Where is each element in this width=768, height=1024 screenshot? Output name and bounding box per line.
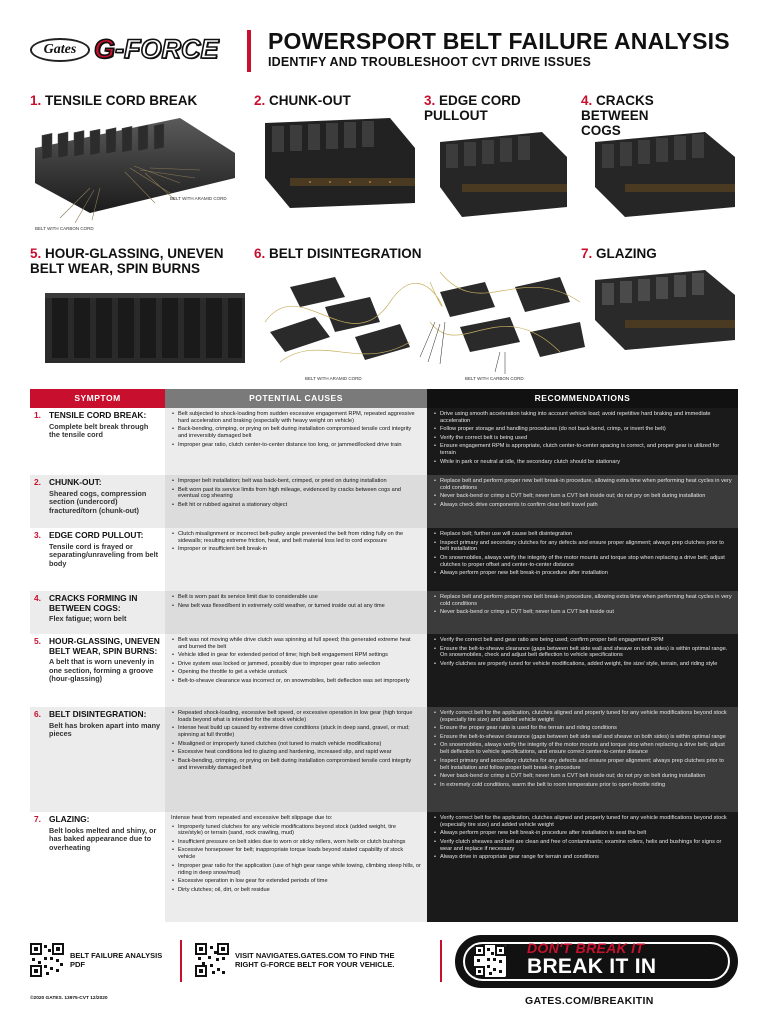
cause-item: • Excessive horsepower for belt; inappropriate torque loads beyond stated capability of stock vehicle: [171, 847, 421, 861]
cause-item: • Belt hit or rubbed against a stationary object: [171, 502, 421, 509]
break-it-in-text: BREAK IT IN: [527, 955, 657, 978]
rec-item: • Verify clutches are properly tuned for vehicle modifications, added weight, tire size/ style, terrain, and riding style: [433, 661, 732, 668]
table-row-1: [30, 408, 738, 475]
symptom-title: TENSILE CORD BREAK:: [49, 410, 147, 420]
recommendations-cell: [427, 591, 738, 634]
symptom-cell: 3. EDGE CORD PULLOUT: Tensile cord is frayed or separating/unraveling from belt body: [30, 528, 165, 591]
gates-logo: Gates: [30, 38, 90, 62]
causes-cell: [165, 634, 427, 707]
failure-title-3: 3. EDGE CORD PULLOUT: [424, 93, 521, 123]
symptom-title: HOUR-GLASSING, UNEVEN BELT WEAR, SPIN BURNS:: [49, 636, 160, 656]
cause-item: • Belt was not moving while drive clutch was spinning at full speed; this generated extreme heat and burned the belt: [171, 637, 421, 651]
causes-cell: [165, 812, 427, 922]
rec-item: • Replace belt and perform proper new belt break-in procedure, allowing extra time when performing heat cycles in very cold conditions: [433, 594, 732, 608]
chunk-out-image: [250, 108, 420, 218]
symptom-cell: 7. GLAZING: Belt looks melted and shiny, or has baked appearance due to overheating: [30, 812, 165, 922]
recommendations-cell: [427, 812, 738, 922]
rec-item: • Never back-bend or crimp a CVT belt; never turn a CVT belt inside out: [433, 609, 732, 616]
belt-disintegration-image: [260, 262, 590, 384]
breakitin-url-link[interactable]: GATES.COM/BREAKITIN: [525, 995, 654, 1007]
symptom-desc: Flex fatigue; worn belt: [49, 614, 127, 623]
header-symptom: SYMPTOM: [30, 389, 165, 408]
rec-item: • Ensure engagement RPM is appropriate, clutch center-to-center spacing is correct, and proper gear is utilized for terrain: [433, 443, 732, 457]
symptom-title: BELT DISINTEGRATION:: [49, 709, 147, 719]
table-row-2: [30, 475, 738, 528]
cause-item: • Back-bending, crimping, or prying on belt during installation compromised tensile cord integrity and irreversibly damaged belt: [171, 426, 421, 440]
cause-item: • Vehicle idled in gear for extended period of time; high belt engagement RPM settings: [171, 652, 421, 659]
glazing-image: [590, 265, 740, 350]
rec-item: • Always perform proper new belt break-in procedure after installation: [433, 570, 732, 577]
rec-item: • Inspect primary and secondary clutches for any defects and ensure proper alignment; always prep clutches prior to belt installation: [433, 540, 732, 554]
cause-item: • Intense heat build up caused by extreme drive conditions (stuck in deep sand, gravel, or mud; spinning at full throttle): [171, 725, 421, 739]
rec-item: • Inspect primary and secondary clutches for any defects and ensure proper alignment; always prep clutches prior to belt installation and follow proper belt break-in procedure: [433, 758, 732, 772]
cause-item: • Improper belt installation; belt was back-bent, crimped, or pried on during installation: [171, 478, 421, 485]
recommendations-cell: [427, 408, 738, 475]
cause-item: • Belt is worn past its service limit due to considerable use: [171, 594, 421, 601]
footer-divider-1: [180, 940, 182, 982]
recommendations-cell: [427, 475, 738, 528]
page-title: POWERSPORT BELT FAILURE ANALYSIS: [268, 28, 730, 54]
rec-item: • Verify the correct belt and gear ratio are being used; confirm proper belt engagement RPM: [433, 637, 732, 644]
cause-item: • Repeated shock-loading, excessive belt speed, or excessive operation in low gear (high torque loads beyond what is intended for the stock vehicle): [171, 710, 421, 724]
table-row-6: [30, 707, 738, 812]
rec-item: • Replace belt; further use will cause belt disintegration: [433, 531, 732, 538]
qr-code-breakitin-icon[interactable]: [474, 945, 506, 977]
symptom-title: GLAZING:: [49, 814, 90, 824]
caption-carbon-1: BELT WITH CARBON CORD: [35, 226, 94, 231]
cause-item: • Excessive heat conditions led to glazing and hardening, increased slip, and rapid wear: [171, 749, 421, 756]
pdf-label: BELT FAILURE ANALYSIS PDF: [70, 951, 163, 969]
rec-item: • In extremely cold conditions, warm the belt to room temperature prior to open-throttle riding: [433, 782, 732, 789]
cause-item: • Excessive operation in low gear for extended periods of time: [171, 878, 421, 885]
cause-item: • Improper or insufficient belt break-in: [171, 546, 421, 553]
rec-item: • While in park or neutral at idle, the secondary clutch should be stationary: [433, 459, 732, 466]
symptom-cell: 5. HOUR-GLASSING, UNEVEN BELT WEAR, SPIN BURNS: A belt that is worn unevenly in one section, forming a groove (hour-glassing): [30, 634, 165, 707]
table-row-7: [30, 812, 738, 922]
edge-cord-pullout-image: [432, 122, 572, 222]
footer-divider-2: [440, 940, 442, 982]
rec-item: • Always drive in appropriate gear range for terrain and conditions: [433, 854, 732, 861]
rec-item: • Verify clutch sheaves and belt are clean and free of contaminants; examine rollers, helix and bushings for signs or wear and replace if necessary: [433, 839, 732, 853]
causes-cell: [165, 707, 427, 812]
header-divider: [247, 30, 251, 72]
rec-item: • Drive using smooth acceleration taking into account vehicle load; avoid repetitive hard braking and immediate acceleration: [433, 411, 732, 425]
symptom-cell: 6. BELT DISINTEGRATION: Belt has broken apart into many pieces: [30, 707, 165, 812]
header-causes: POTENTIAL CAUSES: [165, 389, 427, 408]
symptom-desc: Sheared cogs, compression section (undercord) fractured/torn (chunk-out): [49, 488, 147, 515]
rec-item: • Replace belt and perform proper new belt break-in procedure, allowing extra time when performing heat cycles in very cold conditions: [433, 478, 732, 492]
g-force-logo: [94, 34, 219, 65]
causes-cell: [165, 408, 427, 475]
symptom-cell: 2. CHUNK-OUT: Sheared cogs, compression section (undercord) fractured/torn (chunk-out): [30, 475, 165, 528]
cause-item: • Misaligned or improperly tuned clutches (not tuned to match vehicle modifications): [171, 741, 421, 748]
rec-item: • Always perform proper new belt break-in procedure after installation to seat the belt: [433, 830, 732, 837]
symptom-desc: A belt that is worn unevenly in one section, forming a groove (hour-glassing): [49, 657, 155, 684]
table-row-5: [30, 634, 738, 707]
g-force-logo-g: G: [94, 34, 116, 64]
rec-item: • On snowmobiles, always verify the integrity of the motor mounts and torque stop when replacing a drive belt; adjust belt deflection to vehicle specifications, and ensure correct center-to-center distance: [433, 742, 732, 756]
cause-item: • New belt was flexed/bent in extremely cold weather, or turned inside out at any time: [171, 603, 421, 610]
recommendations-cell: [427, 528, 738, 591]
rec-item: • On snowmobiles, always verify the integrity of the motor mounts and torque stop when replacing a drive belt; adjust clutches to proper offset and center-to-center distance: [433, 555, 732, 569]
g-force-logo-text: -FORCE: [115, 34, 219, 64]
caption-carbon-6: BELT WITH CARBON CORD: [465, 376, 524, 381]
cause-item: • Improper gear ratio for the application (use of high gear range while towing, climbing steep hills, or riding in deep snow/mud): [171, 863, 421, 877]
failure-title-1: 1. TENSILE CORD BREAK: [30, 93, 198, 108]
tensile-cord-break-image: [30, 108, 240, 233]
caption-aramid-6: BELT WITH ARAMID CORD: [305, 376, 362, 381]
dont-break-it-text: DON'T BREAK IT: [527, 940, 645, 956]
symptom-desc: Complete belt break through the tensile cord: [49, 421, 149, 440]
rec-item: • Follow proper storage and handling procedures (do not back-bend, crimp, or invert the belt): [433, 426, 732, 433]
cause-item: • Improper gear ratio, clutch center-to-center distance too long, or jammed/locked drive train: [171, 442, 421, 449]
table-row-4: [30, 591, 738, 634]
causes-intro: Intense heat from repeated and excessive belt slippage due to:: [171, 815, 333, 821]
cause-item: • Back-bending, crimping, or prying on belt during installation compromised tensile cord integrity and irreversibly damaged belt: [171, 758, 421, 772]
cracks-between-cogs-image: [590, 122, 740, 222]
recommendations-cell: [427, 634, 738, 707]
symptom-title: CHUNK-OUT:: [49, 477, 102, 487]
rec-item: • Never back-bend or crimp a CVT belt; never turn a CVT belt inside out; do not pry on belt during installation: [433, 773, 732, 780]
symptom-cell: 4. CRACKS FORMING IN BETWEEN COGS: Flex fatigue; worn belt: [30, 591, 165, 634]
visit-text: VISIT NAVIGATES.GATES.COM TO FIND THE RIGHT G-FORCE BELT FOR YOUR VEHICLE.: [235, 951, 395, 969]
qr-code-navigates-icon[interactable]: [195, 943, 229, 977]
failure-title-5: 5. HOUR-GLASSING, UNEVEN BELT WEAR, SPIN BURNS: [30, 246, 224, 276]
cause-item: • Opening the throttle to get a vehicle unstuck: [171, 669, 421, 676]
symptom-desc: Belt has broken apart into many pieces: [49, 720, 161, 739]
causes-cell: [165, 528, 427, 591]
table-row-3: [30, 528, 738, 591]
cause-item: • Belt-to-sheave clearance was incorrect or, on snowmobiles, belt deflection was set improperly: [171, 678, 421, 685]
rec-item: • Verify correct belt for the application, clutches aligned and properly tuned for any vehicle modifications beyond stock (especially tire size) and added vehicle weight: [433, 710, 732, 724]
causes-cell: [165, 475, 427, 528]
symptom-desc: Tensile cord is frayed or separating/unraveling from belt body: [49, 541, 159, 568]
page-subtitle: IDENTIFY AND TROUBLESHOOT CVT DRIVE ISSUES: [268, 55, 592, 69]
symptom-cell: 1. TENSILE CORD BREAK: Complete belt break through the tensile cord: [30, 408, 165, 475]
header-recommendations: RECOMMENDATIONS: [427, 389, 738, 408]
rec-item: • Verify correct belt for the application, clutches aligned and properly tuned for any vehicle modifications beyond stock (especially tire size) and added vehicle weight: [433, 815, 732, 829]
failure-title-6: 6. BELT DISINTEGRATION: [254, 246, 422, 261]
rec-item: • Ensure the belt-to-sheave clearance (gaps between belt side wall and sheave on both sides) is within optimal range: [433, 734, 732, 741]
cause-item: • Belt subjected to shock-loading from sudden excessive engagement RPM, repeated aggressive hard acceleration and braking (especially with heavy weight on vehicle): [171, 411, 421, 425]
failure-title-2: 2. CHUNK-OUT: [254, 93, 351, 108]
cause-item: • Clutch misalignment or incorrect belt-pulley angle prevented the belt from riding fully on the sidewalls; resulting extreme friction, heat, and belt material loss led to cord exposure: [171, 531, 421, 545]
rec-item: • Verify the correct belt is being used: [433, 435, 732, 442]
causes-cell: [165, 591, 427, 634]
cause-item: • Improperly tuned clutches for any vehicle modifications beyond stock (added weight, tire size/style) or terrain (sand, rock crawling, mud): [171, 824, 421, 838]
cause-item: • Belt worn past its service limits from high mileage, evidenced by cracks between cogs and eventual cog shearing: [171, 487, 421, 501]
rec-item: • Never back-bend or crimp a CVT belt; never turn a CVT belt inside out; do not pry on belt during installation: [433, 493, 732, 500]
symptom-title: CRACKS FORMING IN BETWEEN COGS:: [49, 593, 138, 613]
rec-item: • Ensure the belt-to-sheave clearance (gaps between belt side wall and sheave on both sides) is within optimal range. On snowmobiles, check and adjust belt deflection to vehicle specifications: [433, 646, 732, 660]
caption-aramid-1: BELT WITH ARAMID CORD: [170, 196, 227, 201]
cause-item: • Dirty clutches; oil, dirt, or belt residue: [171, 887, 421, 894]
hour-glassing-image: [40, 288, 250, 370]
copyright-text: ©2020 GATES. 13975-CVT 12/2020: [30, 996, 108, 1001]
qr-code-pdf-icon[interactable]: [30, 943, 64, 977]
failure-title-4: 4. CRACKS BETWEEN COGS: [581, 93, 654, 138]
failure-title-7: 7. GLAZING: [581, 246, 657, 261]
cause-item: • Drive system was locked or jammed, possibly due to improper gear ratio selection: [171, 661, 421, 668]
cause-item: • Insufficient pressure on belt sides due to worn or sticky rollers, worn helix or clutch bushings: [171, 839, 421, 846]
recommendations-cell: [427, 707, 738, 812]
rec-item: • Ensure the proper gear ratio is used for the terrain and riding conditions: [433, 725, 732, 732]
rec-item: • Always check drive components to confirm clear belt travel path: [433, 502, 732, 509]
symptom-desc: Belt looks melted and shiny, or has baked appearance due to overheating: [49, 825, 157, 852]
symptom-title: EDGE CORD PULLOUT:: [49, 530, 144, 540]
